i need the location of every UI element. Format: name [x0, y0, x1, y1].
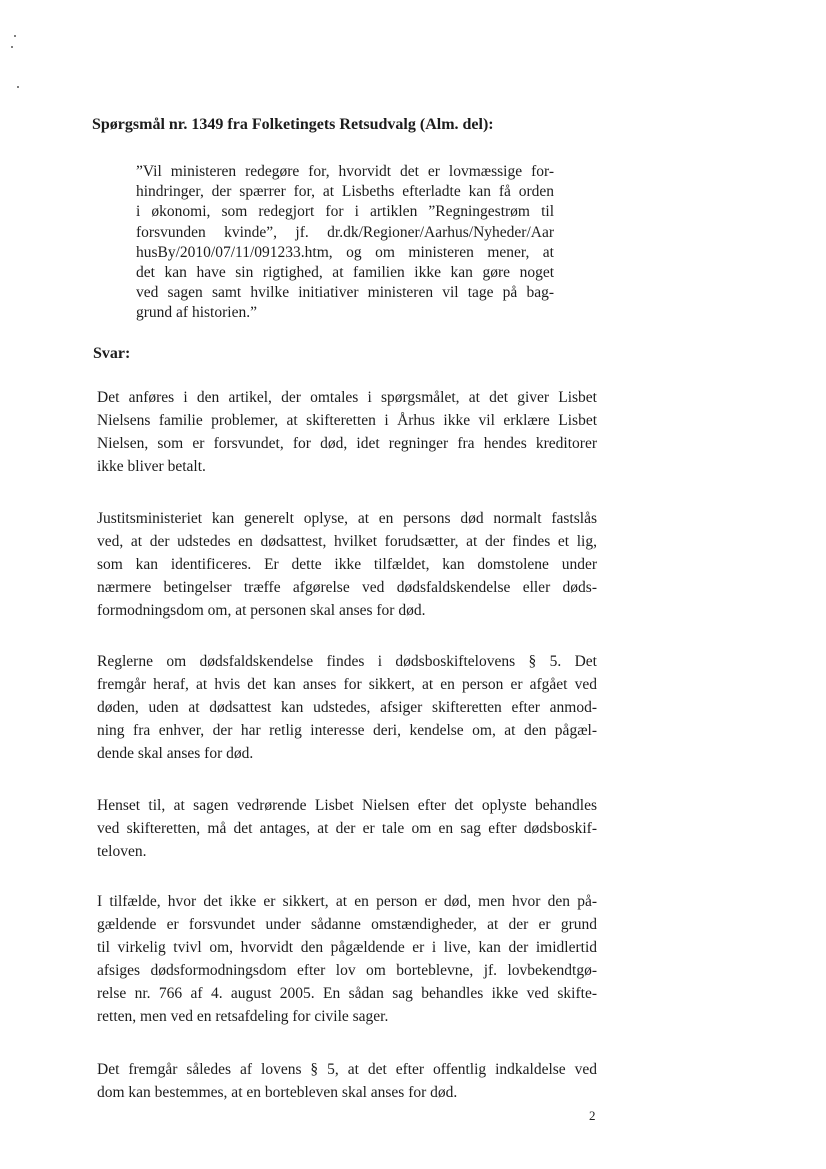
answer-paragraph [97, 794, 597, 863]
question-heading: Spørgsmål nr. 1349 fra Folketingets Retsudvalg (Alm. del): [92, 116, 494, 133]
quote-line: i økonomi, som redegjort for i artiklen ”Regningestrøm til [136, 203, 554, 221]
paragraph-line: Det fremgår således af lovens § 5, at det efter offentlig indkaldelse ved [97, 1061, 597, 1078]
quote-line: ”Vil ministeren redegøre for, hvorvidt det er lovmæssige for- [136, 163, 554, 180]
paragraph-line: til virkelig tvivl om, hvorvidt den pågældende er i live, kan der imidlertid [97, 939, 597, 956]
answer-paragraph [97, 650, 597, 765]
paragraph-line: dende skal anses for død. [97, 745, 254, 762]
paragraph-line: afsiges dødsformodningsdom efter lov om borteblevne, jf. lovbekendtgø- [97, 962, 597, 979]
paragraph-line: gældende er forsvundet under sådanne omstændigheder, at der er grund [97, 916, 597, 933]
scan-speck [17, 86, 19, 88]
page-number: 2 [589, 1108, 596, 1123]
paragraph-line: retten, men ved en retsafdeling for civile sager. [97, 1008, 389, 1025]
answer-paragraph [97, 1058, 597, 1104]
paragraph-line: nærmere betingelser træffe afgørelse ved dødsfaldskendelse eller døds- [97, 579, 597, 596]
quote-line: forsvunden kvinde”, jf. dr.dk/Regioner/Aarhus/Nyheder/Aar [136, 223, 554, 241]
paragraph-line: Nielsens familie problemer, at skifteretten i Århus ikke vil erklære Lisbet [97, 412, 597, 429]
paragraph-line: teloven. [97, 843, 147, 860]
paragraph-line: døden, uden at dødsattest kan udstedes, afsiger skifteretten efter anmod- [97, 699, 597, 716]
scan-speck [11, 46, 13, 48]
quote-line: det kan have sin rigtighed, at familien ikke kan gøre noget [136, 264, 554, 282]
paragraph-line: ning fra enhver, der har retlig interesse deri, kendelse om, at den pågæl- [97, 722, 597, 739]
paragraph-line: ved skifteretten, må det antages, at der er tale om en sag efter dødsboskif- [97, 820, 597, 837]
question-quote [136, 162, 554, 324]
paragraph-line: Det anføres i den artikel, der omtales i spørgsmålet, at det giver Lisbet [97, 389, 597, 406]
answer-heading: Svar: [93, 345, 131, 362]
answer-paragraph [97, 386, 597, 478]
scan-speck [14, 35, 16, 37]
quote-line: hindringer, der spærrer for, at Lisbeths efterladte kan få orden [136, 183, 554, 201]
paragraph-line: dom kan bestemmes, at en bortebleven skal anses for død. [97, 1084, 458, 1101]
paragraph-line: fremgår heraf, at hvis det kan anses for sikkert, at en person er afgået ved [97, 676, 597, 693]
paragraph-line: ved, at der udstedes en dødsattest, hvilket forudsætter, at der findes et lig, [97, 533, 597, 550]
paragraph-line: formodningsdom om, at personen skal anses for død. [97, 602, 426, 619]
paragraph-line: Justitsministeriet kan generelt oplyse, at en persons død normalt fastslås [97, 510, 597, 527]
paragraph-line: I tilfælde, hvor det ikke er sikkert, at en person er død, men hvor den på- [97, 893, 597, 910]
answer-paragraph [97, 507, 597, 622]
paragraph-line: Henset til, at sagen vedrørende Lisbet Nielsen efter det oplyste behandles [97, 797, 597, 814]
paragraph-line: relse nr. 766 af 4. august 2005. En sådan sag behandles ikke ved skifte- [97, 985, 597, 1002]
answer-paragraph [97, 890, 597, 1028]
quote-line: husBy/2010/07/11/091233.htm, og om ministeren mener, at [136, 243, 554, 261]
paragraph-line: som kan identificeres. Er dette ikke tilfældet, kan domstolene under [97, 556, 597, 573]
quote-line: ved sagen samt hvilke initiativer ministeren vil tage på bag- [136, 284, 554, 302]
paragraph-line: ikke bliver betalt. [97, 458, 206, 475]
paragraph-line: Nielsen, som er forsvundet, for død, idet regninger fra hendes kreditorer [97, 435, 597, 452]
quote-line: grund af historien.” [136, 304, 257, 322]
paragraph-line: Reglerne om dødsfaldskendelse findes i dødsboskiftelovens § 5. Det [97, 653, 597, 670]
